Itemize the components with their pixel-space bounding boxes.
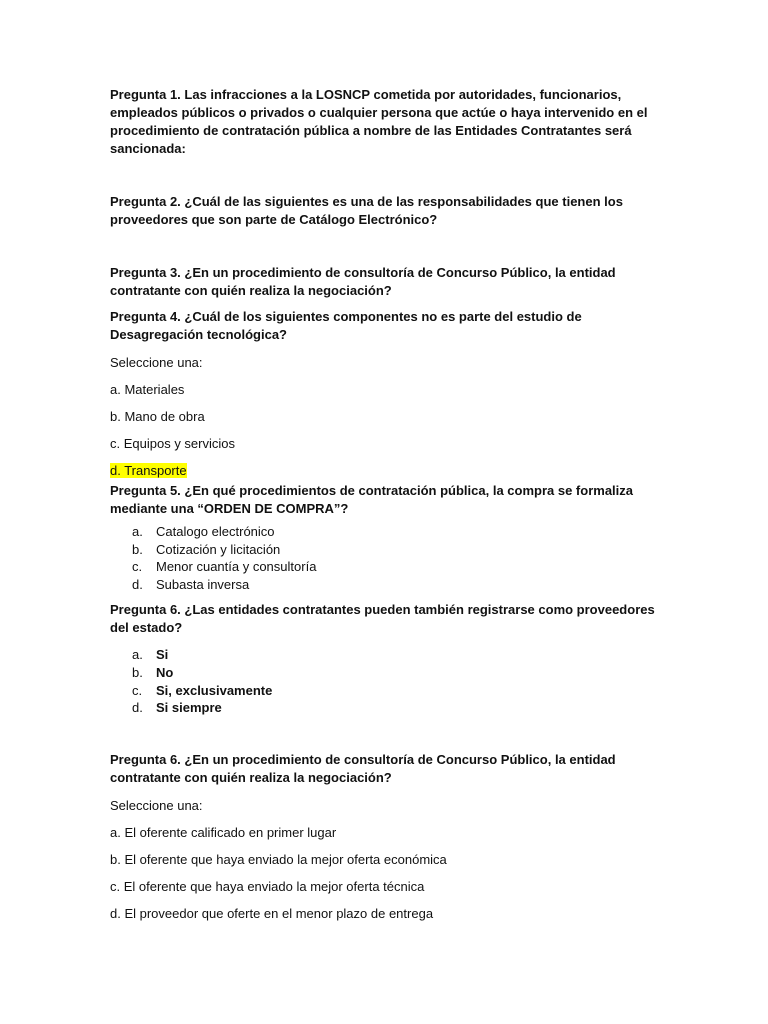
q6a-option-list bbox=[110, 646, 670, 716]
highlighted-answer: d. Transporte bbox=[110, 463, 187, 478]
list-item: c. Menor cuantía y consultoría bbox=[132, 559, 317, 575]
q6b-option-b: b. El oferente que haya enviado la mejor oferta económica bbox=[110, 851, 447, 867]
document-content bbox=[110, 86, 670, 932]
select-one-prompt: Seleccione una: bbox=[110, 355, 203, 370]
list-item: c. Si, exclusivamente bbox=[132, 682, 273, 698]
list-item: a. Si bbox=[132, 647, 169, 663]
q6b-option-a: a. El oferente calificado en primer lugar bbox=[110, 824, 337, 840]
list-item: b. No bbox=[132, 664, 174, 680]
list-item: a. Catalogo electrónico bbox=[132, 524, 275, 539]
question-1: Pregunta 1. Las infracciones a la LOSNCP cometida por autoridades, funcionarios, empleados públicos o privados o cualquier persona que actúe o haya intervenido en el procedimiento de contratación pública a nombre de las Entidades Contratantes será sancionada: bbox=[110, 87, 648, 156]
q4-option-c: c. Equipos y servicios bbox=[110, 436, 235, 451]
list-item: b. Cotización y licitación bbox=[132, 541, 281, 557]
question-5: Pregunta 5. ¿En qué procedimientos de contratación pública, la compra se formaliza mediante una “ORDEN DE COMPRA”? bbox=[110, 483, 634, 516]
list-item: d. Subasta inversa bbox=[132, 576, 250, 592]
question-4: Pregunta 4. ¿Cuál de los siguientes componentes no es parte del estudio de Desagregación tecnológica? bbox=[110, 309, 582, 342]
question-2: Pregunta 2. ¿Cuál de las siguientes es una de las responsabilidades que tienen los proveedores que son parte de Catálogo Electrónico? bbox=[110, 194, 623, 227]
question-3: Pregunta 3. ¿En un procedimiento de consultoría de Concurso Público, la entidad contratante con quién realiza la negociación? bbox=[110, 265, 616, 298]
q5-option-list bbox=[110, 523, 670, 593]
question-6b: Pregunta 6. ¿En un procedimiento de consultoría de Concurso Público, la entidad contratante con quién realiza la negociación? bbox=[110, 751, 616, 785]
q4-option-d bbox=[110, 462, 670, 480]
q6b-option-d: d. El proveedor que oferte en el menor plazo de entrega bbox=[110, 905, 434, 921]
question-6a: Pregunta 6. ¿Las entidades contratantes pueden también registrarse como proveedores del estado? bbox=[110, 602, 655, 636]
list-item: d. Si siempre bbox=[132, 700, 222, 716]
q6b-option-c: c. El oferente que haya enviado la mejor oferta técnica bbox=[110, 878, 425, 894]
q4-option-a: a. Materiales bbox=[110, 382, 185, 397]
select-one-prompt: Seleccione una: bbox=[110, 797, 203, 813]
q4-option-b: b. Mano de obra bbox=[110, 409, 205, 424]
